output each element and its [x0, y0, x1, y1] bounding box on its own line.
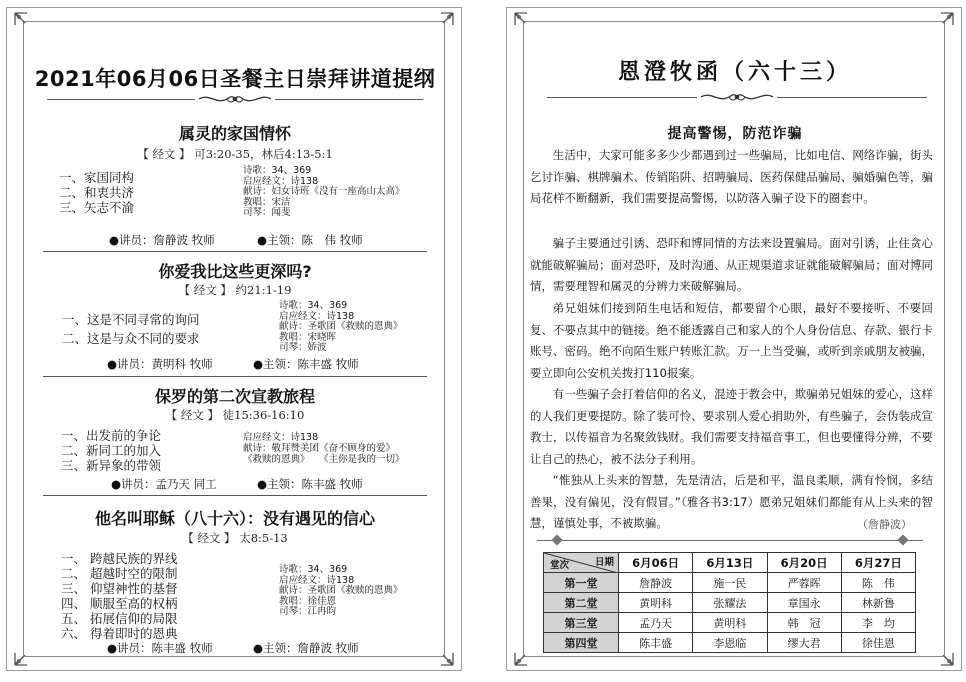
outline-point: 三、 仰望神性的基督 [61, 581, 178, 596]
letter-author: （詹静波） [857, 518, 912, 531]
section-title: 属灵的家国情怀 [178, 124, 291, 143]
outline-point: 二、 超越时空的限制 [61, 566, 178, 581]
corner-ornament-icon [513, 11, 539, 37]
leader: ●主领：詹静波 牧师 [253, 641, 359, 655]
scripture-reference: 【 经文 】 约21:1-19 [178, 283, 292, 297]
service-line: 启应经文：诗138 [279, 310, 355, 322]
corner-ornament-icon [429, 641, 455, 667]
table-cell: 孟乃天 [619, 613, 693, 633]
corner-ornament-icon [429, 11, 455, 37]
service-line: 启应经文：诗138 [279, 574, 355, 586]
session-label: 第三堂 [544, 613, 619, 633]
divider [43, 495, 427, 496]
leader: ●主领：陈 伟 牧师 [257, 233, 363, 247]
leader: ●主领：陈丰盛 牧师 [257, 477, 363, 491]
date-header: 6月13日 [693, 553, 767, 573]
service-line: 献诗：圣歌团《救赎的恩典》 [279, 321, 403, 332]
corner-label-session: 堂次 [550, 560, 570, 571]
service-line: 献诗：敬拜赞美团《奋不顾身的爱》 [243, 443, 396, 454]
service-line: 教唱：宋晓晖 [279, 331, 337, 343]
table-cell: 缪大君 [767, 633, 841, 653]
letter-paragraph: 骗子主要通过引诱、恐吓和博同情的方法来设置骗局。面对引诱，止住贪心就能破解骗局；面对恐吓，及时沟通、从正规渠道求证就能破解骗局；面对博同情，需要理智和属灵的分辨力来破解骗局。 [530, 236, 933, 293]
table-row [544, 593, 916, 613]
table-row [544, 613, 916, 633]
table-corner-cell [544, 553, 619, 573]
table-row [544, 573, 916, 593]
section-title: 保罗的第二次宣教旅程 [154, 387, 315, 406]
date-header: 6月06日 [619, 553, 693, 573]
service-line: 献诗：妇女诗班《没有一座高山太高》 [243, 186, 405, 197]
corner-ornament-icon [13, 641, 39, 667]
service-line: 启应经文：诗138 [243, 175, 319, 187]
right-page [506, 7, 962, 671]
corner-ornament-icon [13, 11, 39, 37]
leader: ●主领：陈丰盛 牧师 [253, 357, 359, 371]
outline-point: 二、新同工的加入 [61, 443, 162, 458]
session-label: 第一堂 [544, 573, 619, 593]
letter-paragraph: “惟独从上头来的智慧，先是清洁，后是和平，温良柔顺，满有怜悯，多结善果，没有偏见，没有假冒。”（雅各书3:17）愿弟兄姐妹们都能有从上头来的智慧，谨慎处事，不被欺骗。 [530, 473, 933, 530]
service-details [279, 301, 403, 354]
service-line: 诗歌：34、369 [279, 300, 348, 311]
table-cell: 张耀法 [693, 593, 767, 613]
outline-point: 二、这是与众不同的要求 [62, 331, 200, 346]
outline-point: 三、矢志不渝 [59, 200, 135, 215]
date-header: 6月20日 [767, 553, 841, 573]
corner-ornament-icon [929, 641, 955, 667]
preaching-schedule-table [543, 552, 916, 653]
outline-point: 一、这是不同寻常的询问 [62, 312, 200, 327]
service-details [243, 432, 405, 465]
service-line: 启应经文：诗138 [243, 432, 319, 443]
pastoral-letter-title: 恩澄牧函（六十三） [617, 59, 852, 85]
scripture-reference: 【 经文 】 可3:20-35，林后4:13-5:1 [137, 147, 333, 161]
service-line: 诗歌：34、369 [279, 564, 348, 575]
sermon-outline [59, 170, 134, 215]
table-header-row [544, 553, 916, 573]
table-cell: 黄明科 [693, 613, 767, 633]
scripture-reference: 【 经文 】 徒15:36-16:10 [165, 408, 305, 422]
table-cell: 李 均 [841, 613, 915, 633]
section-title: 你爱我比这些更深吗? [158, 262, 312, 281]
table-row [544, 633, 916, 653]
flourish-icon [699, 90, 775, 104]
table-cell: 章国永 [767, 593, 841, 613]
divider [43, 376, 427, 377]
outline-point: 二、和衷共济 [59, 185, 135, 200]
table-cell: 徐佳恩 [841, 633, 915, 653]
table-cell: 严蓉晖 [767, 573, 841, 593]
divider [47, 99, 195, 100]
speaker: ●讲员：黄明科 牧师 [107, 357, 213, 371]
sermon-outline [62, 310, 200, 348]
outline-point: 五、 拓展信仰的局限 [61, 611, 178, 626]
service-line: 《救赎的恩典》 《主你是我的一切》 [243, 454, 405, 465]
service-line: 教唱：徐佳恩 [279, 595, 337, 607]
letter-paragraph: 生活中，大家可能多多少少都遇到过一些骗局，比如电信、网络诈骗，街头乞讨诈骗、棋牌骗术、传销陷阱、招聘骗局、医药保健品骗局、骗婚骗色等，骗局花样不断翻新，我们需要提高警惕，以防落入骗子设下的圈套中。 [530, 148, 933, 205]
table-cell: 林新鲁 [841, 593, 915, 613]
service-line: 诗歌：34、369 [243, 165, 312, 176]
session-label: 第二堂 [544, 593, 619, 613]
section-title: 他名叫耶稣（八十六）：没有遇见的信心 [94, 509, 375, 528]
flourish-icon [197, 92, 273, 106]
table-cell: 陈丰盛 [619, 633, 693, 653]
divider [43, 251, 427, 252]
outline-point: 一、家国同构 [59, 170, 135, 185]
outline-point: 六、 得着即时的恩典 [61, 626, 178, 641]
sermon-outline [61, 428, 161, 473]
speaker: ●讲员：詹静波 牧师 [109, 233, 215, 247]
left-page [6, 7, 462, 671]
letter-subtitle: 提高警惕，防范诈骗 [667, 126, 803, 142]
service-line: 司琴：闻斐 [243, 207, 291, 218]
corner-label-date: 日期 [594, 557, 614, 568]
date-header: 6月27日 [841, 553, 915, 573]
outline-point: 一、 跨越民族的界线 [61, 551, 178, 566]
divider [275, 99, 423, 100]
divider [547, 97, 697, 98]
letter-paragraph: 有一些骗子会打着信仰的名义，混迹于教会中，欺骗弟兄姐妹的爱心，这样的人我们更要提防。除了装可怜、要求别人爱心捐助外，有些骗子，会伪装成宣教士，以传福音为名聚敛钱财。我们需要支持福音事工，但也要懂得分辨，不要让自己的热心，被不法分子利用。 [530, 387, 933, 466]
letter-paragraph: 弟兄姐妹们接到陌生电话和短信，都要留个心眼，最好不要接听、不要回复、不要点其中的链接。绝不能透露自己和家人的个人身份信息、存款、银行卡账号、密码。绝不向陌生账户转账汇款。万一上当受骗，或听到亲戚朋友被骗，要立即向公安机关拨打110报案。 [530, 301, 933, 380]
table-cell: 李恩临 [693, 633, 767, 653]
service-details [243, 166, 405, 219]
service-line: 司琴：娇波 [279, 342, 327, 353]
service-line: 教唱：宋洁 [243, 196, 291, 208]
outline-point: 四、 顺服至高的权柄 [61, 596, 178, 611]
service-line: 献诗：圣歌团《救赎的恩典》 [279, 585, 403, 596]
bulletin-title: 2021年06月06日圣餐主日崇拜讲道提纲 [34, 67, 436, 91]
scripture-reference: 【 经文 】 太8:5-13 [182, 531, 288, 545]
service-line: 司琴：江冉昀 [279, 606, 337, 617]
corner-ornament-icon [513, 641, 539, 667]
outline-point: 一、出发前的争论 [61, 428, 162, 443]
divider [777, 97, 927, 98]
table-cell: 黄明科 [619, 593, 693, 613]
sermon-outline [61, 551, 177, 641]
outline-point: 三、新异象的带领 [61, 458, 162, 473]
service-details [279, 565, 403, 618]
corner-ornament-icon [929, 11, 955, 37]
speaker: ●讲员：孟乃天 同工 [111, 477, 217, 491]
table-cell: 施一民 [693, 573, 767, 593]
table-cell: 韩 冠 [767, 613, 841, 633]
table-cell: 詹静波 [619, 573, 693, 593]
session-label: 第四堂 [544, 633, 619, 653]
table-cell: 陈 伟 [841, 573, 915, 593]
divider [537, 540, 923, 541]
speaker: ●讲员：陈丰盛 牧师 [107, 641, 213, 655]
